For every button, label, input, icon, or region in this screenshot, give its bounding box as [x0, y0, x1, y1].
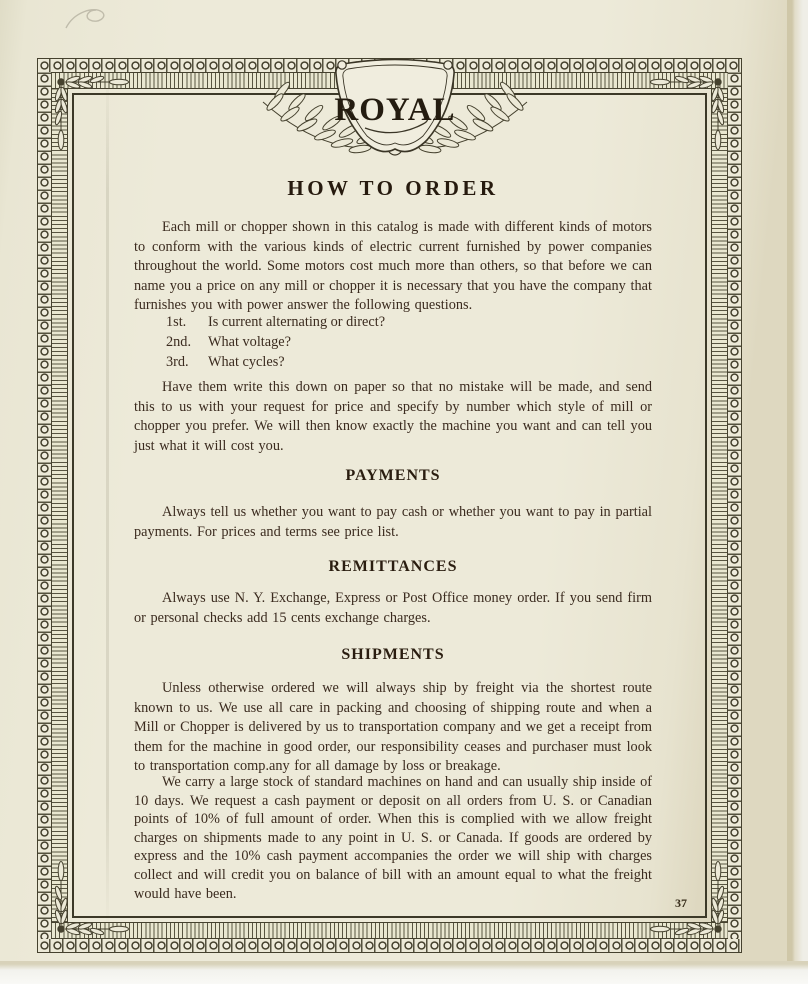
- question-text: Is current alternating or direct?: [208, 314, 386, 330]
- pencil-mark: [52, 2, 122, 36]
- intro-paragraph-2: Have them write this down on paper so that no mistake will be made, and send this to us with your request for price and specify by number which style of mill or chopper you prefer. We will then know exactly the machine you want and can tell you just what it will cost you.: [134, 379, 652, 454]
- question-text: What cycles?: [208, 354, 285, 370]
- intro-paragraph: Each mill or chopper shown in this catalog is made with different kinds of motors to conform with the various kinds of electric current furnished by power companies throughout the world. Some motors cost much more than others, so that before we can name you a price on any mill or chopper it is necessary that you have the company that furnishes you with power answer the following questions.: [134, 219, 652, 313]
- payments-paragraph: Always tell us whether you want to pay cash or whether you want to pay in partial payments. For prices and terms see price list.: [134, 504, 652, 540]
- question-text: What voltage?: [208, 334, 291, 350]
- question-item: [166, 332, 626, 352]
- border-stripe-band-left: [51, 89, 68, 922]
- shipments-paragraph-1: Unless otherwise ordered we will always ship by freight via the shortest route known to us. We use all care in packing and choosing of shipping route and when a Mill or Chopper is delivered by us to transportation company and we get a receipt from them for the machine in good order, our responsibility ceases and purchaser must look to transportation comp.any for all damage by loss or breakage.: [134, 680, 652, 774]
- border-egg-band-left: [38, 72, 51, 939]
- page-content: [134, 0, 652, 963]
- question-number: 3rd.: [166, 354, 189, 370]
- remittances-paragraph: Always use N. Y. Exchange, Express or Post Office money order. If you send firm or personal checks add 15 cents exchange charges.: [134, 590, 652, 626]
- page-edge-bottom: [0, 961, 808, 984]
- section-heading-remittances: REMITTANCES: [328, 558, 458, 575]
- question-number: 2nd.: [166, 334, 192, 350]
- royal-logo-text: ROYAL: [334, 92, 456, 128]
- border-egg-band-right: [728, 72, 741, 939]
- page-edge-right: [787, 0, 808, 970]
- question-number: 1st.: [166, 314, 187, 330]
- page-number: 37: [675, 896, 687, 910]
- border-stripe-band-right: [711, 89, 728, 922]
- page-title: HOW TO ORDER: [287, 176, 499, 200]
- shipments-paragraph-2: We carry a large stock of standard machines on hand and can usually ship inside of 10 days. We request a cash payment or deposit on all orders from U. S. or Canadian points of 10% of full amount of order. When this is complied with we allow freight charges on shipments made to any point in U. S. or Canada. If goods are ordered by express and the 10% cash payment accompanies the order we will ship with charges collect and will credit you on balance of bill with an amount equal to what the freight would have been.: [134, 774, 652, 902]
- section-heading-shipments: SHIPMENTS: [341, 646, 445, 663]
- question-item: [166, 312, 626, 332]
- section-heading-payments: PAYMENTS: [345, 467, 441, 484]
- questions-list: [166, 312, 626, 372]
- question-item: [166, 352, 626, 372]
